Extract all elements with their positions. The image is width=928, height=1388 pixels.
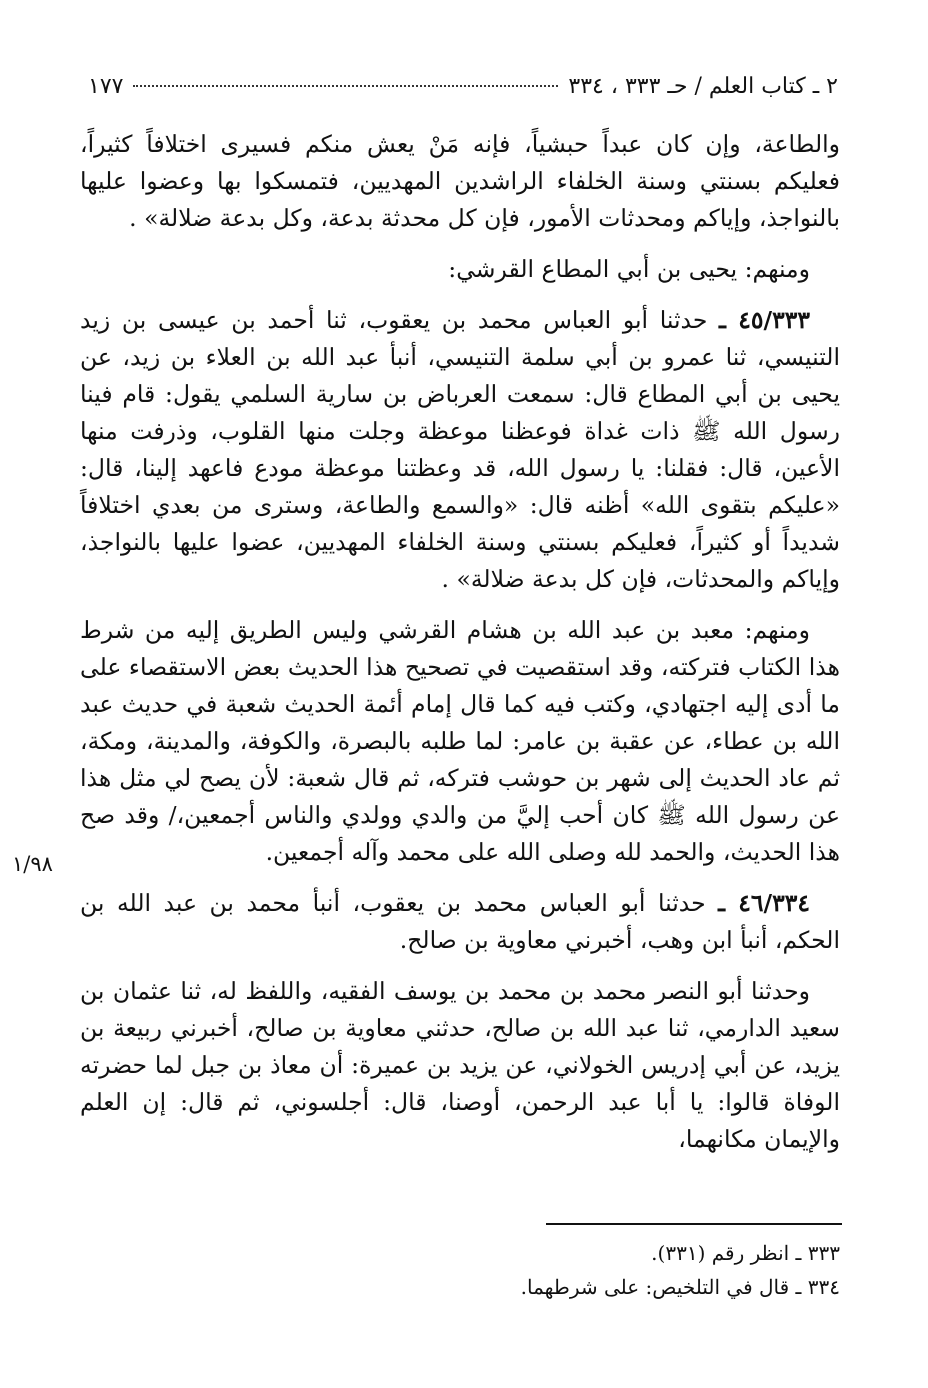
manuscript-margin-note: ١/٩٨ [12,852,53,876]
paragraph-continuation [80,126,840,237]
main-text [80,126,840,1158]
paragraph-narrator-heading [80,251,840,288]
hadith-number: ٤٦/٣٣٤ ـ [718,889,810,917]
paragraph-hadith-334 [80,885,840,959]
footnotes [300,1236,840,1304]
paragraph-text: ومنهم: يحيى بن أبي المطاع القرشي: [448,255,810,283]
paragraph-text: حدثنا أبو العباس محمد بن يعقوب، ثنا أحمد بن عيسى بن زيد التنيسي، ثنا عمرو بن أبي سلمة التنيسي، أنبأ عبد الله بن العلاء بن زيد، عن يحيى بن أبي المطاع قال: سمعت العرباض بن سارية السلمي يقول: قام فينا رسول الله ﷺ ذات غداة فوعظنا موعظة وجلت منها القلوب، وذرفت منها الأعين، قال: فقلنا: يا رسول الله، قد وعظتنا موعظة مودع فاعهد إلينا، قال: «عليكم بتقوى الله» أظنه قال: «والسمع والطاعة، وسترى من بعدي اختلافاً شديداً أو كثيراً، فعليكم بسنتي وسنة الخلفاء المهديين، عضوا عليها بالنواجذ، وإياكم والمحدثات، فإن كل بدعة ضلالة» . [80,306,840,593]
running-header [88,74,838,108]
paragraph-second-chain [80,973,840,1158]
paragraph-text: حدثنا أبو العباس محمد بن يعقوب، أنبأ محمد بن عبد الله بن الحكم، أنبأ ابن وهب، أخبرني معاوية بن صالح. [80,889,840,954]
paragraph-text: ومنهم: معبد بن عبد الله بن هشام القرشي وليس الطريق إليه من شرط هذا الكتاب فتركته، وقد استقصيت في تصحيح هذا الحديث بعض الاستقصاء على ما أدى إليه اجتهادي، وكتب فيه كما قال إمام أئمة الحديث شعبة في حديث عبد الله بن عطاء، عن عقبة بن عامر: لما طلبه بالبصرة، والكوفة، والمدينة، ومكة، ثم عاد الحديث إلى شهر بن حوشب فتركه، ثم قال شعبة: لأن يصح لي مثل هذا عن رسول الله ﷺ كان أحب إليَّ من والدي وولدي والناس أجمعين،/ وقد صح هذا الحديث، والحمد لله وصلى الله على محمد وآله أجمعين. [80,616,840,866]
footnote-divider [546,1223,842,1225]
header-title: ٢ ـ كتاب العلم / حـ ٣٣٣ ، ٣٣٤ [568,74,838,99]
footnote-item: ٣٣٤ ـ قال في التلخيص: على شرطهما. [520,1275,840,1299]
footnote-item: ٣٣٣ ـ انظر رقم (٣٣١). [651,1241,840,1265]
paragraph-commentary [80,612,840,871]
paragraph-text: والطاعة، وإن كان عبداً حبشياً، فإنه مَنْ يعش منكم فسيرى اختلافاً كثيراً، فعليكم بسنتي وسنة الخلفاء الراشدين المهديين، فتمسكوا بها وعضوا عليها بالنواجذ، وإياكم ومحدثات الأمور، فإن كل محدثة بدعة، وكل بدعة ضلالة» . [80,130,840,232]
header-dot-leader [133,69,558,87]
paragraph-hadith-333 [80,302,840,598]
page-number: ١٧٧ [88,74,124,99]
paragraph-text: وحدثنا أبو النصر محمد بن محمد بن يوسف الفقيه، واللفظ له، ثنا عثمان بن سعيد الدارمي، ثنا عبد الله بن صالح، حدثني معاوية بن صالح، أخبرني ربيعة بن يزيد، عن أبي إدريس الخولاني، عن يزيد بن عميرة: أن معاذ بن جبل لما حضرته الوفاة قالوا: يا أبا عبد الرحمن، أوصنا، قال: أجلسوني، ثم قال: إن العلم والإيمان مكانهما، [80,977,840,1153]
hadith-number: ٤٥/٣٣٣ ـ [719,306,810,334]
